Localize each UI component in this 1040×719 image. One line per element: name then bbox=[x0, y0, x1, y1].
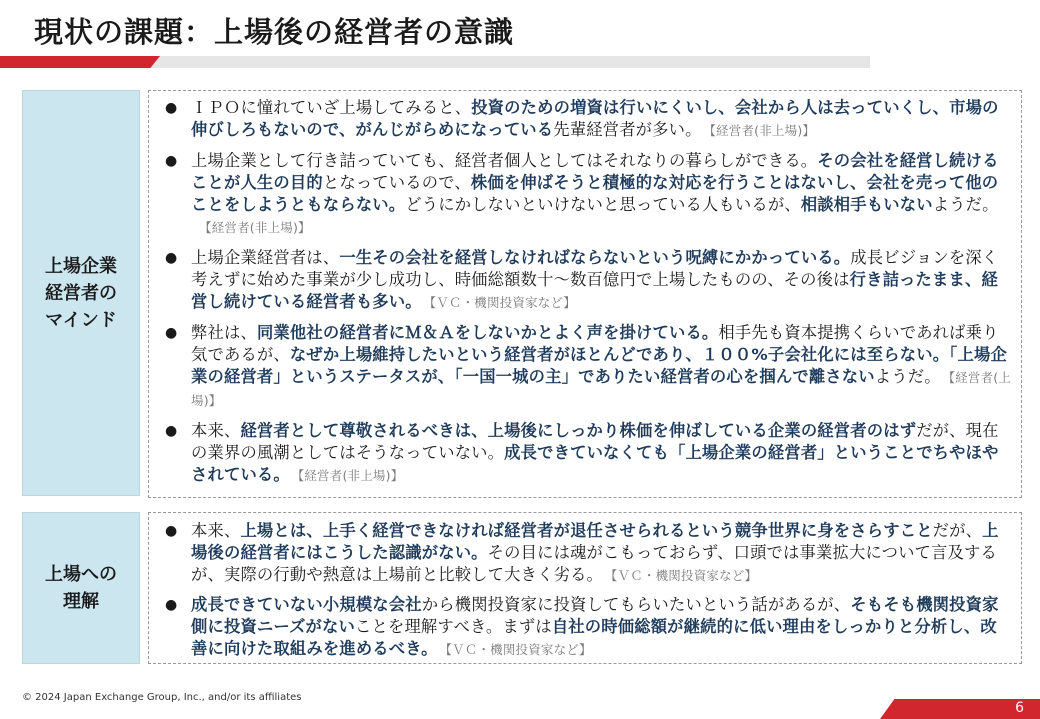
section-label-understanding bbox=[22, 512, 140, 664]
bullet-icon: ● bbox=[165, 423, 178, 439]
segment: から機関投資家に投資してもらいたいという話があるが、 bbox=[421, 595, 851, 614]
segment: 相手先も資本提携くらいであれば乗り気であるが、 bbox=[191, 323, 999, 364]
segment: ようだ。 bbox=[874, 367, 941, 386]
page-number: 6 bbox=[1015, 700, 1024, 716]
segment-emphasis: 相談相手もいない bbox=[800, 195, 933, 214]
label-line: 上場への bbox=[45, 564, 117, 585]
segment-emphasis: 投資のための増資は行いにくいし、会社から人は去っていくし、市場の伸びしろもないので、がんじがらめになっている bbox=[191, 98, 999, 139]
segment-emphasis: 経営者として尊敬されるべきは、上場後にしっかり株価を伸ばしている企業の経営者のはず bbox=[240, 421, 917, 440]
segment: その目には魂がこもっておらず、口頭では事業拡大について言及するが、実際の行動や熱意は上場前と比較して大きく劣る。 bbox=[191, 543, 997, 584]
bullet-item bbox=[163, 322, 1011, 412]
section-content-understanding bbox=[148, 512, 1022, 664]
bullet-icon: ● bbox=[165, 100, 178, 116]
label-line: 理解 bbox=[63, 591, 99, 612]
bullet-item bbox=[163, 594, 1011, 661]
bullet-icon: ● bbox=[165, 523, 178, 539]
section-content-mindset bbox=[148, 90, 1022, 498]
segment: 上場企業として行き詰っていても、経営者個人としてはそれなりの暮らしができる。 bbox=[191, 151, 818, 170]
segment: 本来、 bbox=[191, 421, 241, 440]
bullet-item bbox=[163, 420, 1011, 487]
bullet-item bbox=[163, 247, 1011, 314]
label-line: マインド bbox=[45, 309, 117, 331]
segment-emphasis: なぜか上場維持したいという経営者がほとんどであり、１００%子会社化には至らない。「上場企業の経営者」というステータスが、「一国一城の主」でありたい経営者の心を掴んで離さない bbox=[191, 345, 1007, 386]
segment-emphasis: 上場後の経営者にはこうした認識がない。 bbox=[191, 521, 999, 562]
segment: ようだ。 bbox=[932, 195, 999, 214]
label-line: 上場企業 bbox=[45, 255, 117, 277]
bullet-icon: ● bbox=[165, 250, 178, 266]
segment: だが、現在の業界の風潮としてはそうなっていない。 bbox=[191, 421, 999, 462]
segment-emphasis: 成長できていない小規模な会社 bbox=[191, 595, 422, 614]
label-line: 経営者の bbox=[45, 282, 117, 304]
segment-emphasis: 行き詰ったまま、経営し続けている経営者も多い。 bbox=[191, 270, 998, 311]
source-tag: 【ＶＣ・機関投資家など】 bbox=[429, 295, 576, 310]
bullet-item bbox=[163, 150, 1011, 239]
segment-emphasis: 成長できていなくても「上場企業の経営者」ということでちやほやされている。 bbox=[191, 443, 999, 484]
bullet-icon: ● bbox=[165, 153, 178, 169]
bullet-item bbox=[163, 97, 1011, 142]
page-title: 現状の課題：上場後の経営者の意識 bbox=[34, 15, 515, 49]
segment-emphasis: 株価を伸ばそうと積極的な対応を行うことはないし、会社を売って他のことをしようともならない。 bbox=[191, 173, 999, 214]
segment-emphasis: 自社の時価総額が継続的に低い理由をしっかりと分析し、改善に向けた取組みを進めるべき。 bbox=[191, 617, 997, 658]
segment: だが、 bbox=[932, 521, 983, 540]
source-tag: 【経営者(上場)】 bbox=[191, 370, 1012, 408]
segment-emphasis: 上場とは、上手く経営できなければ経営者が退任させられるという競争世界に身をさらすこと bbox=[240, 521, 933, 540]
source-tag: 【経営者(非上場)】 bbox=[709, 123, 816, 138]
segment: 成長ビジョンを深く考えずに始めた事業が少し成功し、時価総額数十～数百億円で上場したものの、その後は bbox=[191, 248, 999, 289]
segment-emphasis: そもそも機関投資家側に投資ニーズがない bbox=[191, 595, 999, 636]
copyright-footer: © 2024 Japan Exchange Group, Inc., and/or its affiliates bbox=[22, 692, 302, 703]
segment-emphasis: 同業他社の経営者にＭ＆Ａをしないかとよく声を掛けている。 bbox=[256, 323, 719, 342]
segment-emphasis: その会社を経営し続けることが人生の目的 bbox=[191, 151, 999, 192]
segment: 弊社は、 bbox=[191, 323, 257, 342]
segment: となっているので、 bbox=[322, 173, 471, 192]
segment: どうにかしないといけないと思っている人もいるが、 bbox=[405, 195, 801, 214]
section-label-mindset bbox=[22, 90, 140, 496]
bullet-icon: ● bbox=[165, 597, 178, 613]
segment: ＩＰＯに憧れていざ上場してみると、 bbox=[191, 98, 472, 117]
bullet-item bbox=[163, 520, 1011, 587]
segment: 本来、 bbox=[191, 521, 241, 540]
segment: 上場企業経営者は、 bbox=[191, 248, 340, 267]
segment: ことを理解すべき。まずは bbox=[355, 617, 552, 636]
segment-emphasis: 一生その会社を経営しなければならないという呪縛にかかっている。 bbox=[339, 248, 851, 267]
source-tag: 【経営者(非上場)】 bbox=[297, 468, 404, 483]
segment: 先輩経営者が多い。 bbox=[553, 120, 702, 139]
title-accent-bar bbox=[0, 56, 160, 68]
source-tag: 【ＶＣ・機関投資家など】 bbox=[611, 568, 758, 583]
bullet-icon: ● bbox=[165, 325, 178, 341]
source-tag: 【ＶＣ・機関投資家など】 bbox=[445, 642, 592, 657]
source-tag: 【経営者(非上場)】 bbox=[199, 220, 311, 235]
